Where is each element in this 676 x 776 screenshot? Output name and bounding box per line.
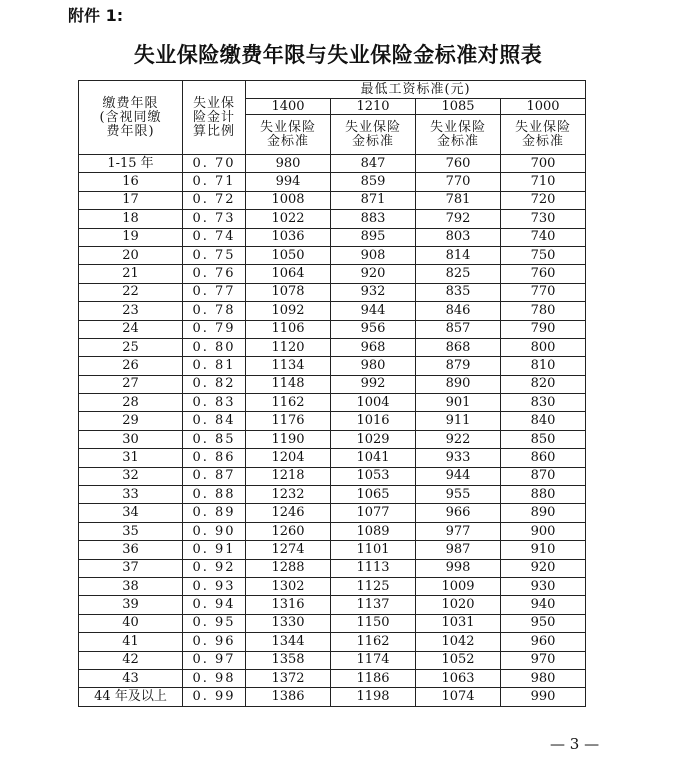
cell-benefit: 830 — [501, 394, 586, 412]
cell-years: 28 — [79, 394, 183, 412]
cell-years: 20 — [79, 246, 183, 264]
cell-ratio: 0. 90 — [183, 522, 246, 540]
table-row — [79, 228, 586, 246]
cell-benefit: 859 — [331, 173, 416, 191]
cell-benefit: 1050 — [246, 246, 331, 264]
table-row — [79, 338, 586, 356]
cell-benefit: 922 — [416, 430, 501, 448]
cell-benefit: 960 — [501, 633, 586, 651]
cell-benefit: 760 — [501, 265, 586, 283]
cell-benefit: 1344 — [246, 633, 331, 651]
table-row — [79, 633, 586, 651]
table-row — [79, 688, 586, 706]
table-row — [79, 191, 586, 209]
cell-benefit: 1358 — [246, 651, 331, 669]
cell-benefit: 800 — [501, 338, 586, 356]
cell-benefit: 700 — [501, 155, 586, 173]
cell-benefit: 710 — [501, 173, 586, 191]
table-row — [79, 320, 586, 338]
cell-benefit: 1053 — [331, 467, 416, 485]
cell-years: 42 — [79, 651, 183, 669]
cell-benefit: 1064 — [246, 265, 331, 283]
cell-ratio: 0. 82 — [183, 375, 246, 393]
cell-benefit: 956 — [331, 320, 416, 338]
cell-benefit: 890 — [416, 375, 501, 393]
cell-benefit: 980 — [501, 669, 586, 687]
cell-benefit: 1029 — [331, 430, 416, 448]
cell-years: 21 — [79, 265, 183, 283]
cell-benefit: 1125 — [331, 577, 416, 595]
header-row-group — [79, 81, 586, 99]
cell-benefit: 1016 — [331, 412, 416, 430]
cell-years: 36 — [79, 541, 183, 559]
cell-years: 27 — [79, 375, 183, 393]
cell-benefit: 810 — [501, 357, 586, 375]
cell-benefit: 944 — [331, 302, 416, 320]
cell-years: 38 — [79, 577, 183, 595]
cell-benefit: 1190 — [246, 430, 331, 448]
table-row — [79, 467, 586, 485]
cell-benefit: 857 — [416, 320, 501, 338]
cell-ratio: 0. 96 — [183, 633, 246, 651]
table-row — [79, 449, 586, 467]
cell-benefit: 835 — [416, 283, 501, 301]
cell-benefit: 1260 — [246, 522, 331, 540]
cell-ratio: 0. 89 — [183, 504, 246, 522]
cell-benefit: 1302 — [246, 577, 331, 595]
table-row — [79, 651, 586, 669]
cell-benefit: 1008 — [246, 191, 331, 209]
table-row — [79, 155, 586, 173]
cell-benefit: 883 — [331, 210, 416, 228]
cell-years: 33 — [79, 486, 183, 504]
header-years: 缴费年限 (含视同缴 费年限) — [79, 81, 183, 155]
cell-benefit: 1009 — [416, 577, 501, 595]
cell-benefit: 987 — [416, 541, 501, 559]
cell-benefit: 980 — [246, 155, 331, 173]
cell-ratio: 0. 79 — [183, 320, 246, 338]
table-row — [79, 283, 586, 301]
cell-benefit: 901 — [416, 394, 501, 412]
header-min-wage-group: 最低工资标准(元) — [246, 81, 586, 99]
cell-benefit: 780 — [501, 302, 586, 320]
cell-benefit: 1041 — [331, 449, 416, 467]
cell-years: 39 — [79, 596, 183, 614]
cell-benefit: 1218 — [246, 467, 331, 485]
cell-years: 17 — [79, 191, 183, 209]
benefit-standard-table — [78, 80, 586, 707]
cell-benefit: 998 — [416, 559, 501, 577]
cell-benefit: 977 — [416, 522, 501, 540]
cell-benefit: 1246 — [246, 504, 331, 522]
cell-ratio: 0. 78 — [183, 302, 246, 320]
cell-ratio: 0. 80 — [183, 338, 246, 356]
header-benefit-3: 失业保险 金标准 — [416, 115, 501, 155]
cell-benefit: 1004 — [331, 394, 416, 412]
cell-benefit: 760 — [416, 155, 501, 173]
cell-benefit: 908 — [331, 246, 416, 264]
cell-benefit: 944 — [416, 467, 501, 485]
cell-benefit: 1316 — [246, 596, 331, 614]
table-row — [79, 669, 586, 687]
cell-benefit: 970 — [501, 651, 586, 669]
cell-years: 44 年及以上 — [79, 688, 183, 706]
table-row — [79, 173, 586, 191]
cell-benefit: 820 — [501, 375, 586, 393]
table-row — [79, 486, 586, 504]
cell-years: 25 — [79, 338, 183, 356]
cell-ratio: 0. 72 — [183, 191, 246, 209]
table-row — [79, 596, 586, 614]
cell-benefit: 920 — [501, 559, 586, 577]
cell-benefit: 1232 — [246, 486, 331, 504]
cell-benefit: 980 — [331, 357, 416, 375]
cell-benefit: 1162 — [331, 633, 416, 651]
cell-benefit: 1137 — [331, 596, 416, 614]
header-wage-1400: 1400 — [246, 99, 331, 115]
cell-benefit: 790 — [501, 320, 586, 338]
table-row — [79, 559, 586, 577]
cell-benefit: 770 — [416, 173, 501, 191]
cell-benefit: 1150 — [331, 614, 416, 632]
cell-benefit: 1036 — [246, 228, 331, 246]
cell-benefit: 792 — [416, 210, 501, 228]
cell-ratio: 0. 71 — [183, 173, 246, 191]
cell-years: 43 — [79, 669, 183, 687]
cell-benefit: 1198 — [331, 688, 416, 706]
cell-benefit: 1288 — [246, 559, 331, 577]
cell-benefit: 994 — [246, 173, 331, 191]
cell-benefit: 814 — [416, 246, 501, 264]
cell-years: 40 — [79, 614, 183, 632]
cell-benefit: 1106 — [246, 320, 331, 338]
cell-benefit: 850 — [501, 430, 586, 448]
cell-benefit: 911 — [416, 412, 501, 430]
cell-years: 26 — [79, 357, 183, 375]
cell-benefit: 770 — [501, 283, 586, 301]
cell-years: 31 — [79, 449, 183, 467]
cell-benefit: 803 — [416, 228, 501, 246]
table-row — [79, 541, 586, 559]
cell-ratio: 0. 95 — [183, 614, 246, 632]
cell-benefit: 868 — [416, 338, 501, 356]
cell-benefit: 1204 — [246, 449, 331, 467]
table-row — [79, 375, 586, 393]
cell-benefit: 910 — [501, 541, 586, 559]
cell-years: 22 — [79, 283, 183, 301]
cell-benefit: 1074 — [416, 688, 501, 706]
cell-benefit: 1176 — [246, 412, 331, 430]
cell-benefit: 1162 — [246, 394, 331, 412]
cell-ratio: 0. 70 — [183, 155, 246, 173]
cell-years: 37 — [79, 559, 183, 577]
cell-benefit: 955 — [416, 486, 501, 504]
cell-ratio: 0. 94 — [183, 596, 246, 614]
cell-ratio: 0. 86 — [183, 449, 246, 467]
cell-benefit: 871 — [331, 191, 416, 209]
header-wage-1000: 1000 — [501, 99, 586, 115]
cell-benefit: 1022 — [246, 210, 331, 228]
table-row — [79, 394, 586, 412]
cell-benefit: 1077 — [331, 504, 416, 522]
cell-benefit: 860 — [501, 449, 586, 467]
cell-years: 19 — [79, 228, 183, 246]
cell-benefit: 1063 — [416, 669, 501, 687]
cell-benefit: 1031 — [416, 614, 501, 632]
cell-benefit: 1186 — [331, 669, 416, 687]
cell-ratio: 0. 85 — [183, 430, 246, 448]
cell-benefit: 1148 — [246, 375, 331, 393]
cell-benefit: 966 — [416, 504, 501, 522]
page-number: — 3 — — [550, 735, 600, 753]
cell-years: 35 — [79, 522, 183, 540]
cell-ratio: 0. 75 — [183, 246, 246, 264]
cell-benefit: 1134 — [246, 357, 331, 375]
cell-ratio: 0. 97 — [183, 651, 246, 669]
cell-ratio: 0. 77 — [183, 283, 246, 301]
cell-ratio: 0. 98 — [183, 669, 246, 687]
cell-ratio: 0. 87 — [183, 467, 246, 485]
cell-benefit: 1052 — [416, 651, 501, 669]
header-benefit-1: 失业保险 金标准 — [246, 115, 331, 155]
cell-ratio: 0. 93 — [183, 577, 246, 595]
attachment-label: 附件 1: — [68, 6, 124, 25]
cell-benefit: 730 — [501, 210, 586, 228]
cell-ratio: 0. 99 — [183, 688, 246, 706]
cell-benefit: 1113 — [331, 559, 416, 577]
cell-benefit: 1078 — [246, 283, 331, 301]
table-row — [79, 577, 586, 595]
cell-benefit: 930 — [501, 577, 586, 595]
cell-benefit: 1089 — [331, 522, 416, 540]
cell-benefit: 1174 — [331, 651, 416, 669]
cell-benefit: 950 — [501, 614, 586, 632]
cell-benefit: 1330 — [246, 614, 331, 632]
cell-benefit: 840 — [501, 412, 586, 430]
table-row — [79, 246, 586, 264]
cell-ratio: 0. 92 — [183, 559, 246, 577]
table-row — [79, 302, 586, 320]
table-row — [79, 357, 586, 375]
header-benefit-4: 失业保险 金标准 — [501, 115, 586, 155]
cell-years: 16 — [79, 173, 183, 191]
cell-benefit: 1101 — [331, 541, 416, 559]
cell-benefit: 900 — [501, 522, 586, 540]
cell-benefit: 932 — [331, 283, 416, 301]
cell-years: 29 — [79, 412, 183, 430]
header-ratio: 失业保 险金计 算比例 — [183, 81, 246, 155]
cell-benefit: 940 — [501, 596, 586, 614]
table-row — [79, 430, 586, 448]
header-wage-1085: 1085 — [416, 99, 501, 115]
cell-years: 18 — [79, 210, 183, 228]
cell-benefit: 825 — [416, 265, 501, 283]
cell-ratio: 0. 84 — [183, 412, 246, 430]
cell-benefit: 870 — [501, 467, 586, 485]
cell-ratio: 0. 74 — [183, 228, 246, 246]
cell-benefit: 781 — [416, 191, 501, 209]
table-row — [79, 412, 586, 430]
cell-benefit: 720 — [501, 191, 586, 209]
cell-benefit: 1120 — [246, 338, 331, 356]
table-row — [79, 210, 586, 228]
cell-benefit: 1372 — [246, 669, 331, 687]
table-row — [79, 614, 586, 632]
table-row — [79, 504, 586, 522]
cell-benefit: 879 — [416, 357, 501, 375]
cell-ratio: 0. 73 — [183, 210, 246, 228]
cell-benefit: 968 — [331, 338, 416, 356]
cell-ratio: 0. 91 — [183, 541, 246, 559]
table-row — [79, 522, 586, 540]
cell-benefit: 846 — [416, 302, 501, 320]
cell-years: 32 — [79, 467, 183, 485]
cell-ratio: 0. 88 — [183, 486, 246, 504]
cell-benefit: 895 — [331, 228, 416, 246]
cell-years: 1-15 年 — [79, 155, 183, 173]
cell-benefit: 890 — [501, 504, 586, 522]
cell-ratio: 0. 83 — [183, 394, 246, 412]
cell-benefit: 750 — [501, 246, 586, 264]
cell-years: 24 — [79, 320, 183, 338]
cell-benefit: 880 — [501, 486, 586, 504]
cell-benefit: 920 — [331, 265, 416, 283]
cell-benefit: 740 — [501, 228, 586, 246]
cell-years: 30 — [79, 430, 183, 448]
cell-benefit: 1386 — [246, 688, 331, 706]
cell-benefit: 933 — [416, 449, 501, 467]
cell-ratio: 0. 76 — [183, 265, 246, 283]
cell-years: 34 — [79, 504, 183, 522]
cell-benefit: 847 — [331, 155, 416, 173]
cell-ratio: 0. 81 — [183, 357, 246, 375]
cell-years: 23 — [79, 302, 183, 320]
cell-benefit: 992 — [331, 375, 416, 393]
cell-benefit: 1020 — [416, 596, 501, 614]
document-title: 失业保险缴费年限与失业保险金标准对照表 — [133, 43, 543, 67]
cell-benefit: 1092 — [246, 302, 331, 320]
cell-benefit: 1274 — [246, 541, 331, 559]
cell-benefit: 990 — [501, 688, 586, 706]
cell-benefit: 1042 — [416, 633, 501, 651]
header-wage-1210: 1210 — [331, 99, 416, 115]
cell-years: 41 — [79, 633, 183, 651]
table-row — [79, 265, 586, 283]
header-benefit-2: 失业保险 金标准 — [331, 115, 416, 155]
cell-benefit: 1065 — [331, 486, 416, 504]
